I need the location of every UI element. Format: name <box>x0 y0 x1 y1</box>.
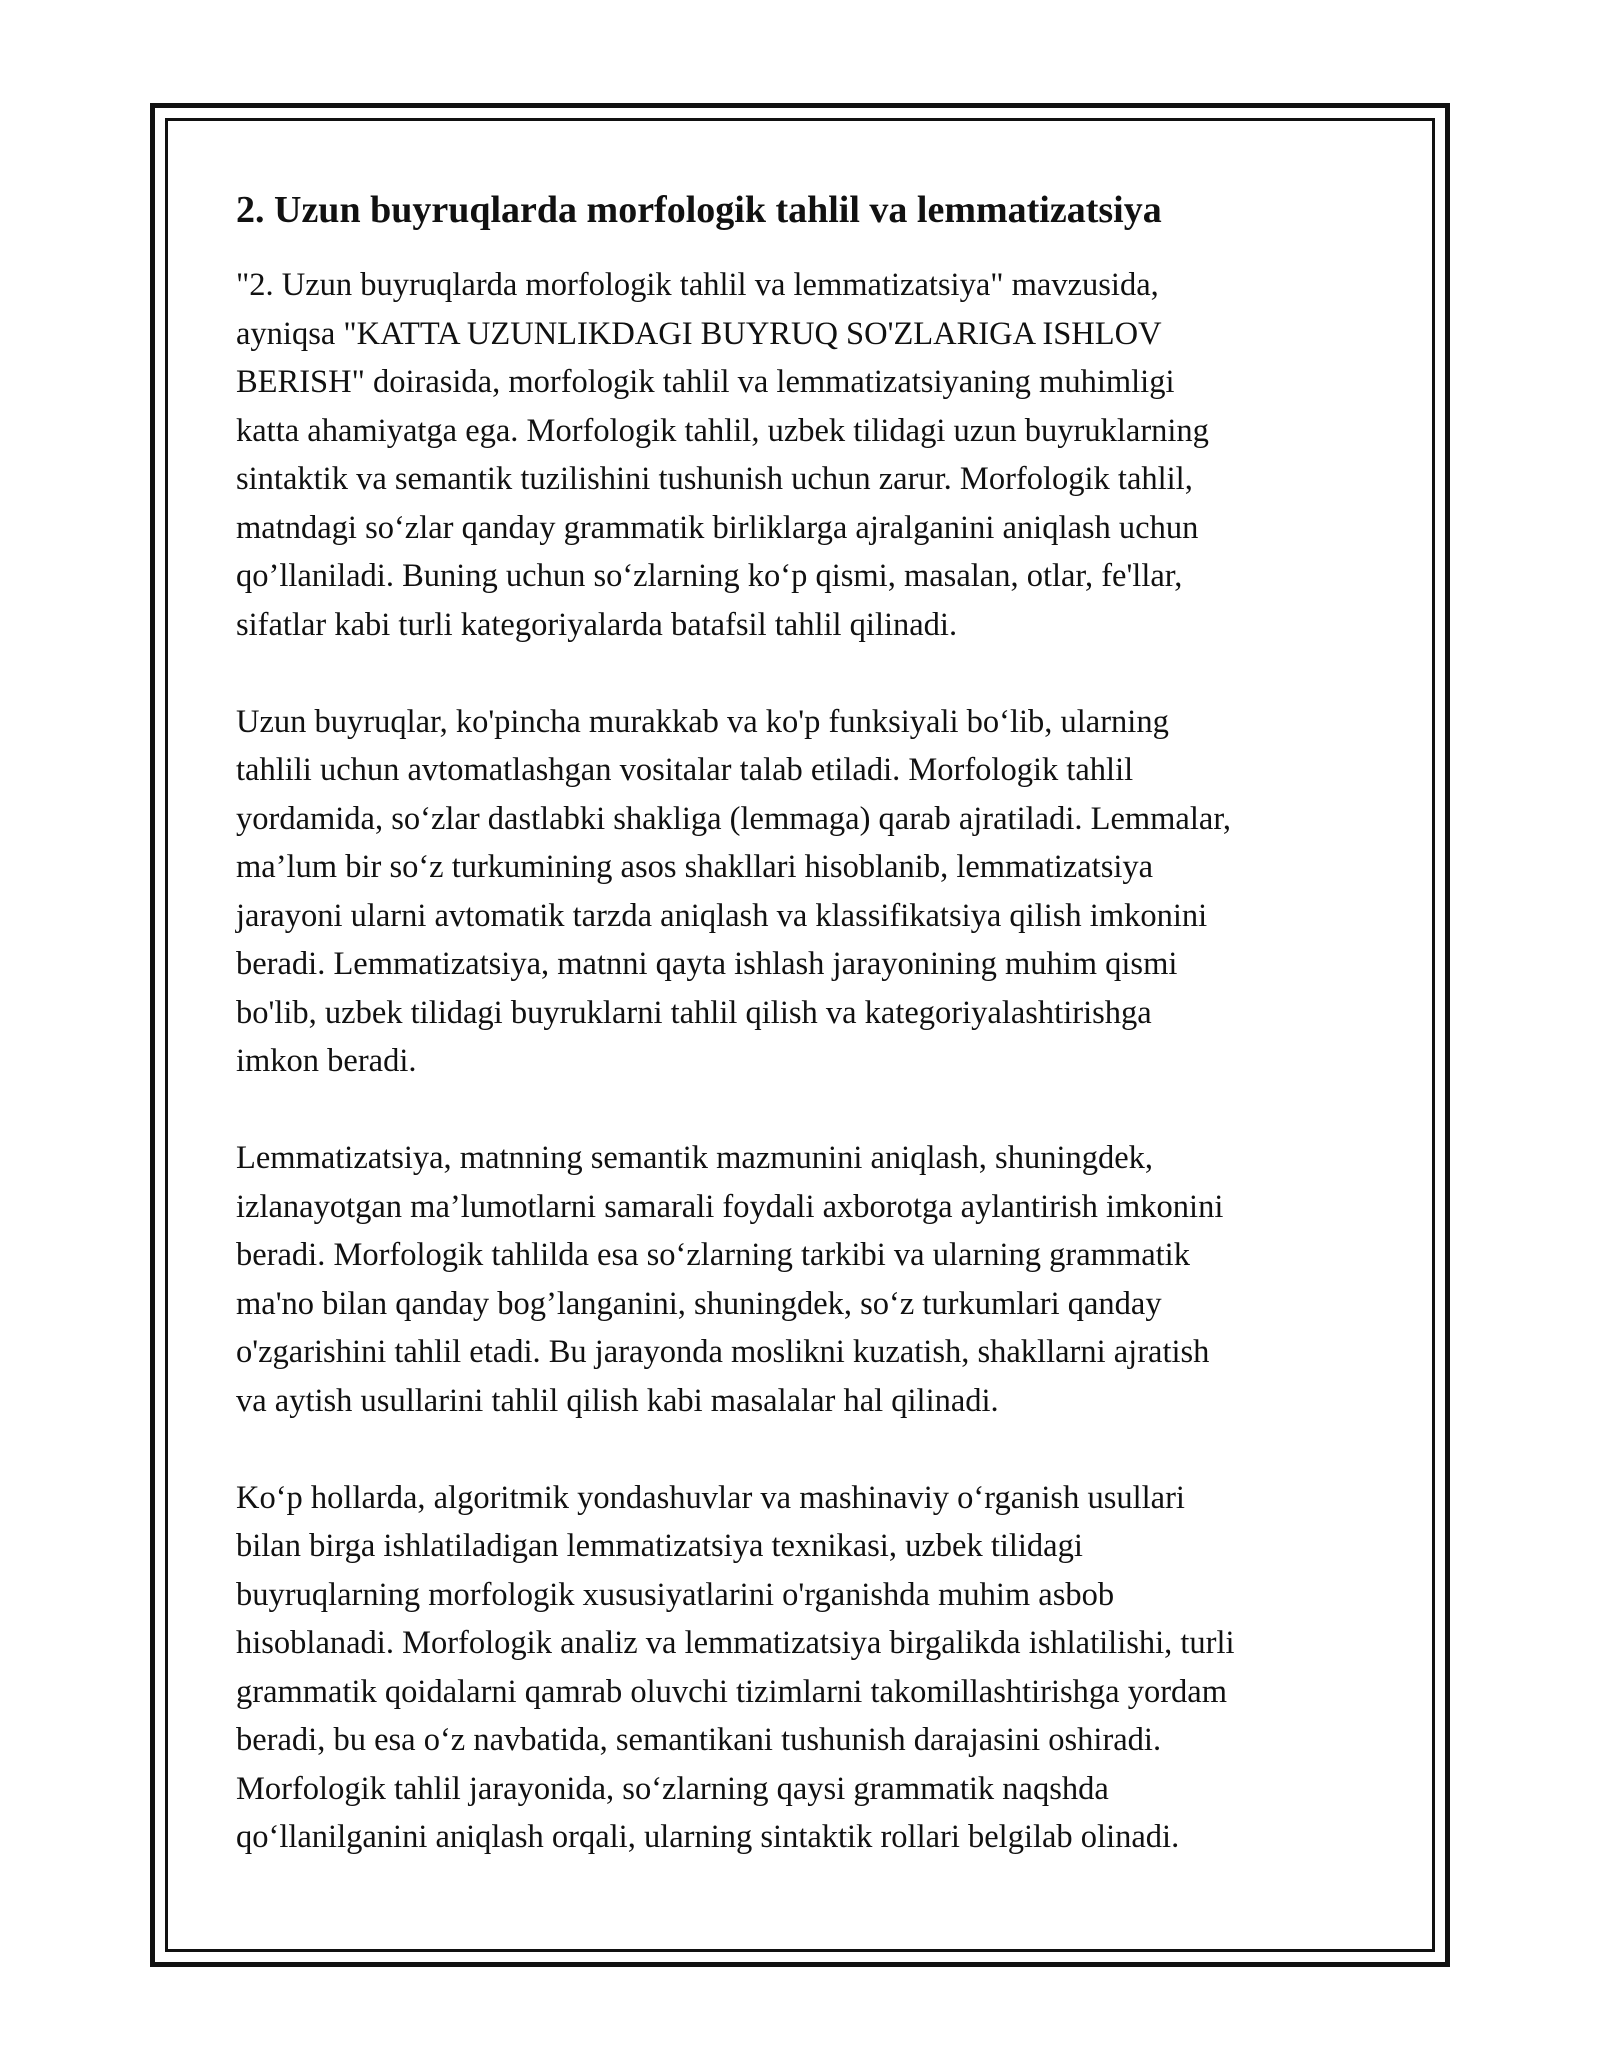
text-line: qo‘llanilganini aniqlash orqali, ularning sintaktik rollari belgilab olinadi. <box>236 1819 1180 1855</box>
text-line: grammatik qoidalarni qamrab oluvchi tizimlarni takomillashtirishga yordam <box>236 1673 1227 1710</box>
text-line: Morfologik tahlil jarayonida, so‘zlarning qaysi grammatik naqshda <box>236 1770 1109 1807</box>
text-line: buyruqlarning morfologik xususiyatlarini o'rganishda muhim asbob <box>236 1576 1115 1613</box>
text-line: beradi, bu esa o‘z navbatida, semantikani tushunish darajasini oshiradi. <box>236 1722 1162 1758</box>
text-line: yordamida, so‘zlar dastlabki shakliga (lemmaga) qarab ajratiladi. Lemmalar, <box>236 800 1231 837</box>
text-line: ma'no bilan qanday bog’langanini, shuningdek, so‘z turkumlari qanday <box>236 1285 1162 1322</box>
paragraph-3 <box>236 1134 1376 1425</box>
text-line: ma’lum bir so‘z turkumining asos shakllari hisoblanib, lemmatizatsiya <box>236 849 1154 885</box>
text-line: tahlili uchun avtomatlashgan vositalar talab etiladi. Morfologik tahlil <box>236 752 1134 788</box>
document-body <box>236 185 1376 1910</box>
text-line: bilan birga ishlatiladigan lemmatizatsiya texnikasi, uzbek tilidagi <box>236 1528 1083 1564</box>
text-line: beradi. Lemmatizatsiya, matnni qayta ishlash jarayonining muhim qismi <box>236 946 1178 982</box>
text-line: izlanayotgan ma’lumotlarni samarali foydali axborotga aylantirish imkonini <box>236 1188 1224 1225</box>
text-line: qo’llaniladi. Buning uchun so‘zlarning ko‘p qismi, masalan, otlar, fe'llar, <box>236 558 1183 594</box>
text-line: imkon beradi. <box>236 1043 417 1079</box>
text-line: Lemmatizatsiya, matnning semantik mazmunini aniqlash, shuningdek, <box>236 1140 1154 1176</box>
text-line: katta ahamiyatga ega. Morfologik tahlil, uzbek tilidagi uzun buyruklarning <box>236 412 1209 449</box>
text-line: hisoblanadi. Morfologik analiz va lemmatizatsiya birgalikda ishlatilishi, turli <box>236 1625 1235 1661</box>
text-line: Ko‘p hollarda, algoritmik yondashuvlar va mashinaviy o‘rganish usullari <box>236 1479 1185 1516</box>
text-line: sintaktik va semantik tuzilishini tushunish uchun zarur. Morfologik tahlil, <box>236 461 1193 497</box>
text-line: bo'lib, uzbek tilidagi buyruklarni tahlil qilish va kategoriyalashtirishga <box>236 994 1152 1031</box>
paragraph-1 <box>236 261 1376 649</box>
text-line: BERISH" doirasida, morfologik tahlil va lemmatizatsiyaning muhimligi <box>236 364 1175 400</box>
text-line: matndagi so‘zlar qanday grammatik birliklarga ajralganini aniqlash uchun <box>236 509 1199 546</box>
text-line: ayniqsa "KATTA UZUNLIKDAGI BUYRUQ SO'ZLARIGA ISHLOV <box>236 315 1162 352</box>
text-line: beradi. Morfologik tahlilda esa so‘zlarning tarkibi va ularning grammatik <box>236 1237 1190 1273</box>
section-title: 2. Uzun buyruqlarda morfologik tahlil va lemmatizatsiya <box>236 189 1162 231</box>
text-line: "2. Uzun buyruqlarda morfologik tahlil va lemmatizatsiya" mavzusida, <box>236 267 1159 303</box>
text-line: o'zgarishini tahlil etadi. Bu jarayonda moslikni kuzatish, shakllarni ajratish <box>236 1334 1210 1370</box>
text-line: jarayoni ularni avtomatik tarzda aniqlash va klassifikatsiya qilish imkonini <box>236 897 1208 934</box>
paragraph-2 <box>236 698 1376 1086</box>
text-line: sifatlar kabi turli kategoriyalarda batafsil tahlil qilinadi. <box>236 606 958 643</box>
text-line: va aytish usullarini tahlil qilish kabi masalalar hal qilinadi. <box>236 1382 999 1419</box>
paragraph-4 <box>236 1474 1376 1862</box>
text-line: Uzun buyruqlar, ko'pincha murakkab va ko'p funksiyali bo‘lib, ularning <box>236 703 1169 740</box>
